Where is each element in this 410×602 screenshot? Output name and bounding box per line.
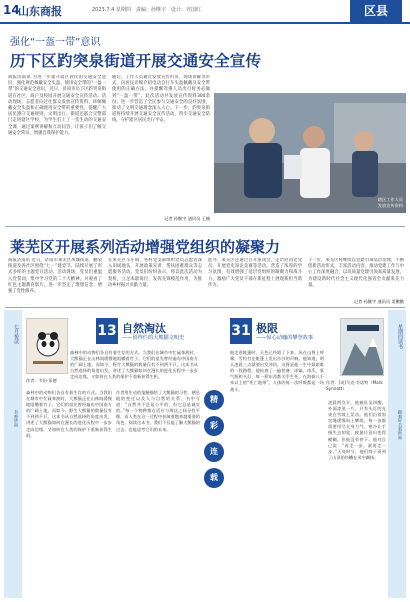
article1-byline: 记者 孙继宇 通讯员 王楠 [164, 216, 210, 221]
book1-number-badge: 13 [96, 318, 118, 344]
book1-cover-art [27, 319, 68, 374]
article1-column-2: 随后，工作人员通过发放宣传折页、现场讲解等形式，向居民详细介绍电动自行车头盔佩戴及安全带使用的正确方法，并提醒驾乘人员出行时务必做到“一盔一带”。此次活动共发放宣传资料300余份，进一步营造了全民参与交通安全的良好氛围，推动了文明交通理念深入人心。下一步，趵突泉街道将持续开展交通安全宣传活动，筑牢交通安全防线，守护辖区居民出行平安。 [112, 75, 210, 124]
center-badges [204, 390, 226, 494]
left-strip-label: 七月悦读 [13, 324, 19, 344]
book1-subtitle: ——留得烂的大熊猫文明史 [122, 335, 185, 341]
serial-section [4, 310, 406, 598]
book1-column-2: 作者用生动的笔触描绘了大熊猫的习性、栖息地的变迁以及人与自然的关系。书中写道：“自然并不总是公平的，但它总是诚实的。”每一个物种都在适应与淘汰之间寻找平衡，而人类在这一过程中扮演着越来越重要的角色。阅读这本书，我们不仅能了解大熊猫的过去，也能思考它们的未来。 [116, 390, 200, 432]
article1-photo [214, 93, 406, 213]
masthead-rule [0, 22, 410, 24]
article1-headline: 历下区趵突泉街道开展交通安全宣传 [10, 52, 262, 70]
book2-column-1: 他走进帐篷时，天色已经暗了下来。风在山脊上呼啸，雪粒打在帐篷上发出沙沙的声响。他知道，明天凌晨三点就要出发冲顶，这将是他一生中最艰难的一段路程。他检查了一遍装备：冰镐、冰爪、氧气瓶和头灯。每一样东西都关乎生死。在海拔八千米以上的“死亡地带”，人体的每一次呼吸都是一场战斗。 [230, 350, 324, 392]
article2-column-1: 商报济南讯 近日，济南市莱芜区凤城街道、鹏泉街道及各社区围绕“七一”建党节，陆续开展了形式多样的主题党日活动。活动现场，党员们重温入党誓词，集中学习党的二十大精神，并观看了红色主题教育影片，进一步坚定了理想信念，增强了党性修养。 [8, 258, 102, 295]
book2-cover [340, 318, 384, 376]
center-badge-1: 精 [204, 390, 224, 410]
book2-column-2: 凌晨两点半，他被队友叫醒。外面漆黑一片，只有头灯的光束在雪坡上晃动。他们沿着固定绳缓慢向上攀爬，每一步都需要用尽全身力气。寒冷让手指失去知觉，疲惫让意识变得模糊，但他没有停下。他对自己说：“再走一步，就再走一步。”天亮时分，他们终于看到了山顶的经幡在风中飘扬。 [328, 400, 386, 460]
book2-caption: 作者：[英]马克·辛诺特（Mark Synnott） [326, 380, 383, 391]
right-strip-label: 星期四读书 [397, 324, 403, 349]
center-badge-4: 载 [204, 468, 224, 488]
page-number: 14 [3, 3, 20, 17]
right-strip-sub: 跟着好书看世界 [398, 410, 403, 440]
photo-caption [378, 197, 403, 209]
book2-title: 极限 [256, 322, 278, 335]
photo-caption-line-2: 发放宣传资料 [377, 203, 403, 208]
article2-column-3: 此外，莱芜区还通过召开座谈会、走访慰问老党员、开展党史知识竞赛等活动，营造了浓厚的学习氛围，有效增强了基层党组织的凝聚力和战斗力，激励广大党员干部在新征程上展现新担当新作为。 [208, 258, 302, 288]
article2-column-2: 在莱芜区辛庄镇，各村党支部组织党员志愿者深入田间地头，开展政策宣讲、帮扶困难群众等志愿服务活动。党员们纷纷表示，将以此次活动为契机，立足本职岗位，发挥先锋模范作用，为推动乡村振兴贡献力量。 [108, 258, 202, 288]
photo-illustration [214, 93, 406, 213]
article1-column-1: 商报济南讯 为进一步提升辖区居民的交通安全意识，强化规范佩戴安全头盔、使用安全带的“一盔一带”的交通安全意识，近日，济南市历下区趵突泉街道在社区、商户及校园开展交通安全宣传活动。活动现场，志愿者向过往群众发放宣传资料，讲解佩戴安全头盔和正确使用安全带的重要性，提醒广大居民遵守交通规则，文明出行。街道还联合交警部门走进辖区学校，为学生们上了一堂生动的交通安全课，通过案例讲解和互动问答，让孩子们了解交通安全常识，增强自我保护能力。 [8, 75, 106, 136]
book1-column-intro: 森林中的动物们各自有着生存的方式。当我们在城市中忙碌奔波时，大熊猫正在山林间缓慢地咀嚼着竹子。它们的祖先曾经遍布中国南方的广阔土地，而如今，野生大熊猫的数量仅有不到两千只。这本书从自然选择的角度出发，讲述了大熊猫如何在漫长的进化历程中一步步走向边缘，又如何在人类的保护下重新获得生机。 [70, 350, 198, 380]
newspaper-brand: 山东商报 [18, 5, 62, 18]
right-side-strip [388, 310, 406, 598]
center-badge-2: 彩 [204, 416, 224, 436]
masthead [0, 0, 410, 22]
section-label: 区县 [350, 0, 402, 22]
book1-cover [26, 318, 68, 374]
book1-column-1: 森林中的动物们各自有着生存的方式。当我们在城市中忙碌奔波时，大熊猫正在山林间缓慢地咀嚼着竹子。它们的祖先曾经遍布中国南方的广阔土地，而如今，野生大熊猫的数量仅有不到两千只。这本书从自然选择的角度出发，讲述了大熊猫如何在漫长的进化历程中一步步走向边缘，又如何在人类的保护下重新获得生机。 [26, 390, 112, 438]
photo-caption-line-1: 辖区工作人员 [377, 197, 403, 202]
article1-kicker: 强化“一盔一带”意识 [10, 37, 101, 48]
masthead-info: 2023.7.4 星期四 责编：孙继宇 设计：齐国红 [92, 7, 201, 13]
book2-number-badge: 31 [230, 318, 252, 344]
book2-subtitle: ——惊心动魄的攀登故事 [256, 335, 314, 341]
book1-caption: 作者：韦伯·莱德 [26, 378, 57, 383]
left-strip-sub: 书香济南 [14, 410, 19, 427]
article2-byline: 记者 孙继宇 通讯员 姜鹏鹏 [353, 299, 404, 304]
center-badge-3: 连 [204, 442, 224, 462]
section-divider-2 [5, 307, 405, 308]
book1-title: 自然淘汰 [122, 322, 166, 335]
book2-cover-art [341, 319, 384, 376]
left-side-strip [4, 310, 22, 598]
article2-headline: 莱芜区开展系列活动增强党组织的凝聚力 [10, 238, 281, 256]
article2-column-4: 下一步，莱芜区将继续以党建引领基层治理，不断创新活动形式，丰富活动内容，推动党建工作与中心工作深度融合，以高质量党建引领高质量发展，为建设新时代社会主义现代化强省会贡献莱芜力量。 [308, 258, 404, 288]
section-divider-1 [5, 226, 405, 227]
